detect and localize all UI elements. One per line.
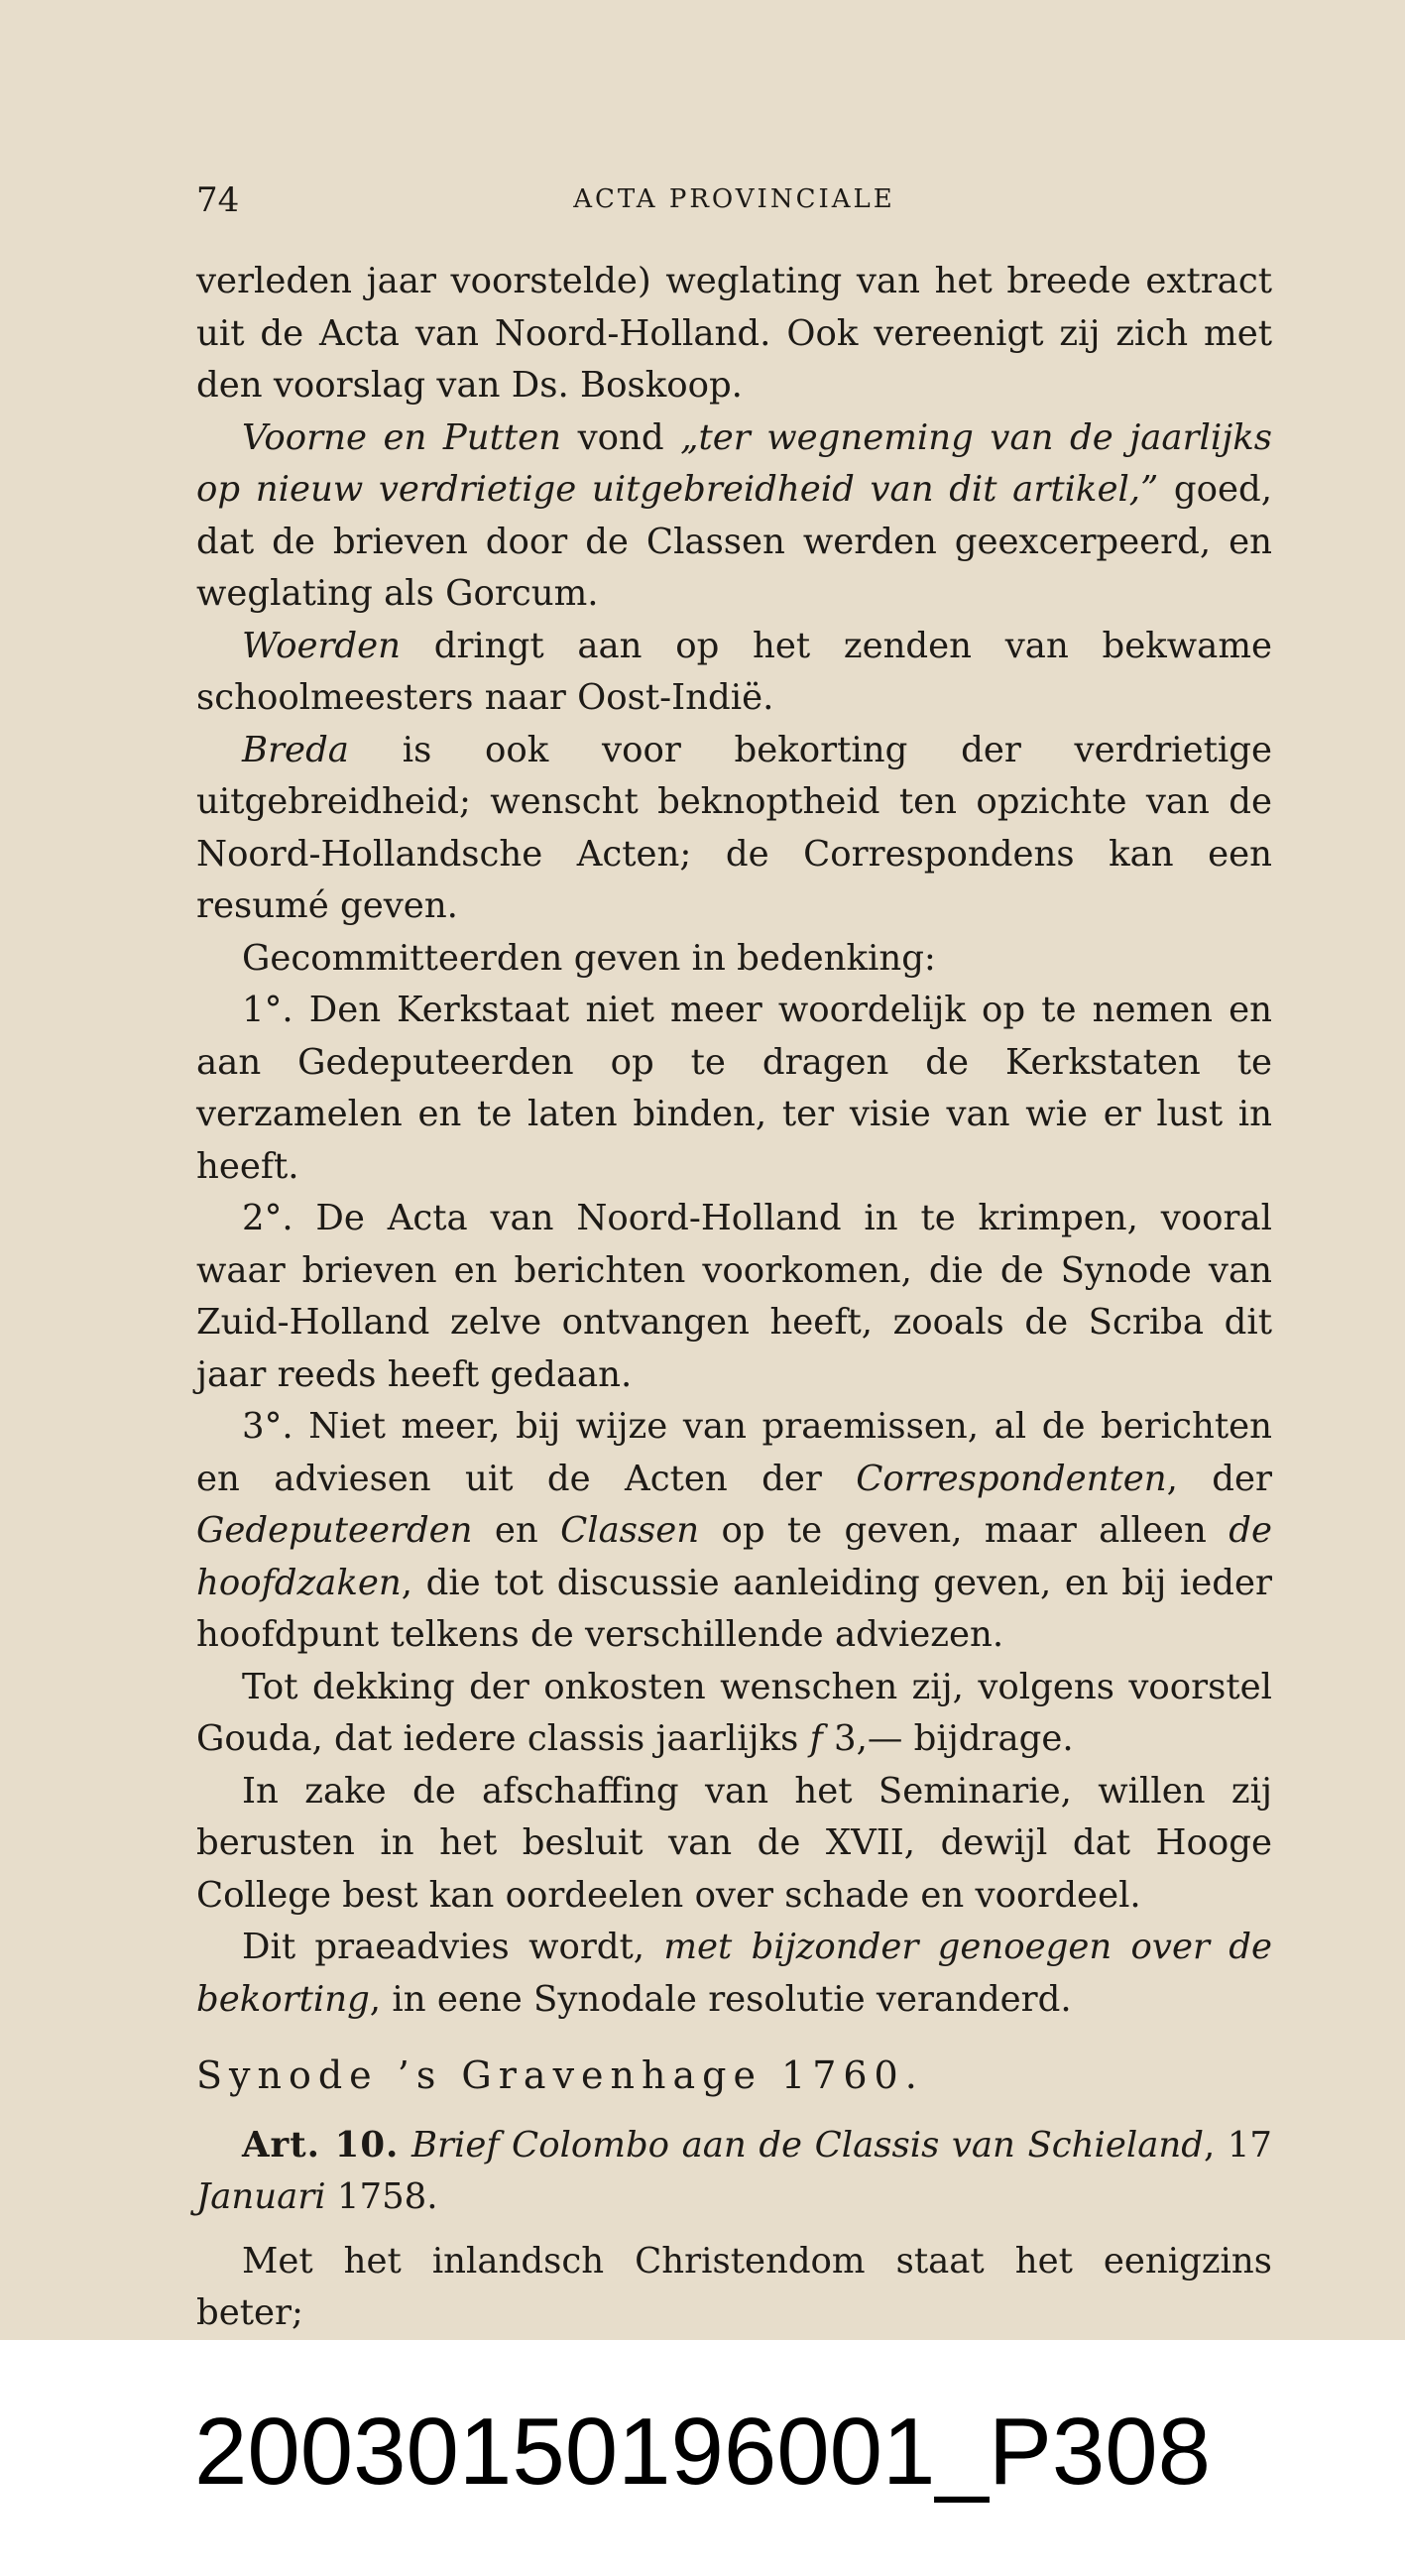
page-header bbox=[196, 180, 1272, 230]
paragraph-11 bbox=[196, 1922, 1272, 2026]
article-label: Art. 10. bbox=[242, 2124, 400, 2166]
paragraph-12: Met het inlandsch Christendom staat het eenigzins beter; bbox=[196, 2240, 1272, 2333]
term-correspondenten: Correspondenten bbox=[856, 1458, 1167, 1499]
article-date-a: , 17 bbox=[1204, 2124, 1272, 2166]
paragraph-8-text-d: op te geven, maar alleen bbox=[699, 1510, 1229, 1551]
paragraph-8-text-a: 3°. Niet meer, bij wijze van praemissen, al de berichten en adviesen uit de Acten der bbox=[196, 1406, 1272, 1499]
article-date-b: 1758. bbox=[325, 2176, 438, 2217]
paragraph-5: Gecommitteerden geven in bedenking: bbox=[242, 937, 936, 979]
paragraph-9 bbox=[196, 1662, 1272, 1766]
paragraph-3 bbox=[196, 621, 1272, 725]
paragraph-8 bbox=[196, 1401, 1272, 1662]
paragraph-9-text-b: 3,— bijdrage. bbox=[822, 1718, 1074, 1759]
paragraph-11-text-b: , in eene Synodale resolutie veranderd. bbox=[369, 1978, 1072, 2020]
paragraph-4 bbox=[196, 725, 1272, 933]
paragraph-7: 2°. De Acta van Noord-Holland in te krimpen, vooral waar brieven en berichten voorkomen, die de Synode van Zuid-Holland zelve ontvangen heeft, zooals de Scriba dit jaar reeds heeft gedaan. bbox=[196, 1198, 1272, 1395]
scan-footer bbox=[0, 2340, 1405, 2576]
term-hoofdzaken: de hoofdzaken bbox=[196, 1510, 1272, 1603]
body-text bbox=[196, 256, 1272, 2340]
term-gedeputeerden: Gedeputeerden bbox=[196, 1510, 473, 1551]
paragraph-8-text-c: en bbox=[472, 1510, 561, 1551]
florin-sign: f bbox=[809, 1718, 823, 1759]
paragraph-2-text-b: goed, dat de brieven door de Classen werden geexcerpeerd, en weglating als Gorcum. bbox=[196, 469, 1272, 614]
running-title: ACTA PROVINCIALE bbox=[573, 184, 895, 214]
section-heading: Synode ’s Gravenhage 1760. bbox=[196, 2053, 924, 2097]
article-date-month: Januari bbox=[196, 2176, 326, 2217]
paragraph-8-text-b: , der bbox=[1166, 1458, 1272, 1499]
paragraph-1: verleden jaar voorstelde) weglating van het breede extract uit de Acta van Noord-Holland. Ook vereenigt zij zich met den voorslag van Ds. Boskoop. bbox=[196, 261, 1272, 406]
paragraph-6: 1°. Den Kerkstaat niet meer woordelijk op te nemen en aan Gedeputeerden op te dragen de Kerkstaten te verzamelen en te laten binden, ter visie van wie er lust in heeft. bbox=[196, 990, 1272, 1187]
paragraph-9-text-a: Tot dekking der onkosten wenschen zij, volgens voorstel Gouda, dat iedere classis jaarlijks bbox=[196, 1666, 1272, 1759]
paragraph-2-text-a: vond bbox=[561, 416, 681, 458]
place-woerden: Woerden bbox=[242, 625, 402, 666]
place-voorne-en-putten: Voorne en Putten bbox=[242, 416, 562, 458]
article-title: Brief Colombo aan de Classis van Schieland bbox=[410, 2124, 1204, 2166]
barcode-text: 20030150196001_P308 bbox=[193, 2399, 1212, 2505]
emphasis-genoegen: met bijzonder genoegen over de bekorting bbox=[196, 1927, 1272, 2020]
place-breda: Breda bbox=[242, 729, 349, 770]
paragraph-10: In zake de afschaffing van het Seminarie, willen zij berusten in het besluit van de XVII, dewijl dat Hooge College best kan oordeelen over schade en voordeel. bbox=[196, 1770, 1272, 1916]
paragraph-4-text: is ook voor bekorting der verdrietige uitgebreidheid; wenscht beknoptheid ten opzichte van de Noord-Hollandsche Acten; de Correspondens kan een resumé geven. bbox=[196, 729, 1272, 926]
paragraph-8-text-e: , die tot discussie aanleiding geven, en bij ieder hoofdpunt telkens de verschillende adviezen. bbox=[196, 1562, 1272, 1655]
article-heading bbox=[196, 2120, 1272, 2224]
page-number: 74 bbox=[196, 180, 240, 220]
paragraph-3-text: dringt aan op het zenden van bekwame schoolmeesters naar Oost-Indië. bbox=[196, 625, 1272, 718]
paragraph-11-text-a: Dit praeadvies wordt, bbox=[242, 1927, 664, 1967]
quote: „ter wegneming van de jaarlijks op nieuw verdrietige uitgebreidheid van dit artikel,” bbox=[196, 416, 1272, 510]
term-classen: Classen bbox=[560, 1510, 700, 1551]
paragraph-2 bbox=[196, 412, 1272, 621]
